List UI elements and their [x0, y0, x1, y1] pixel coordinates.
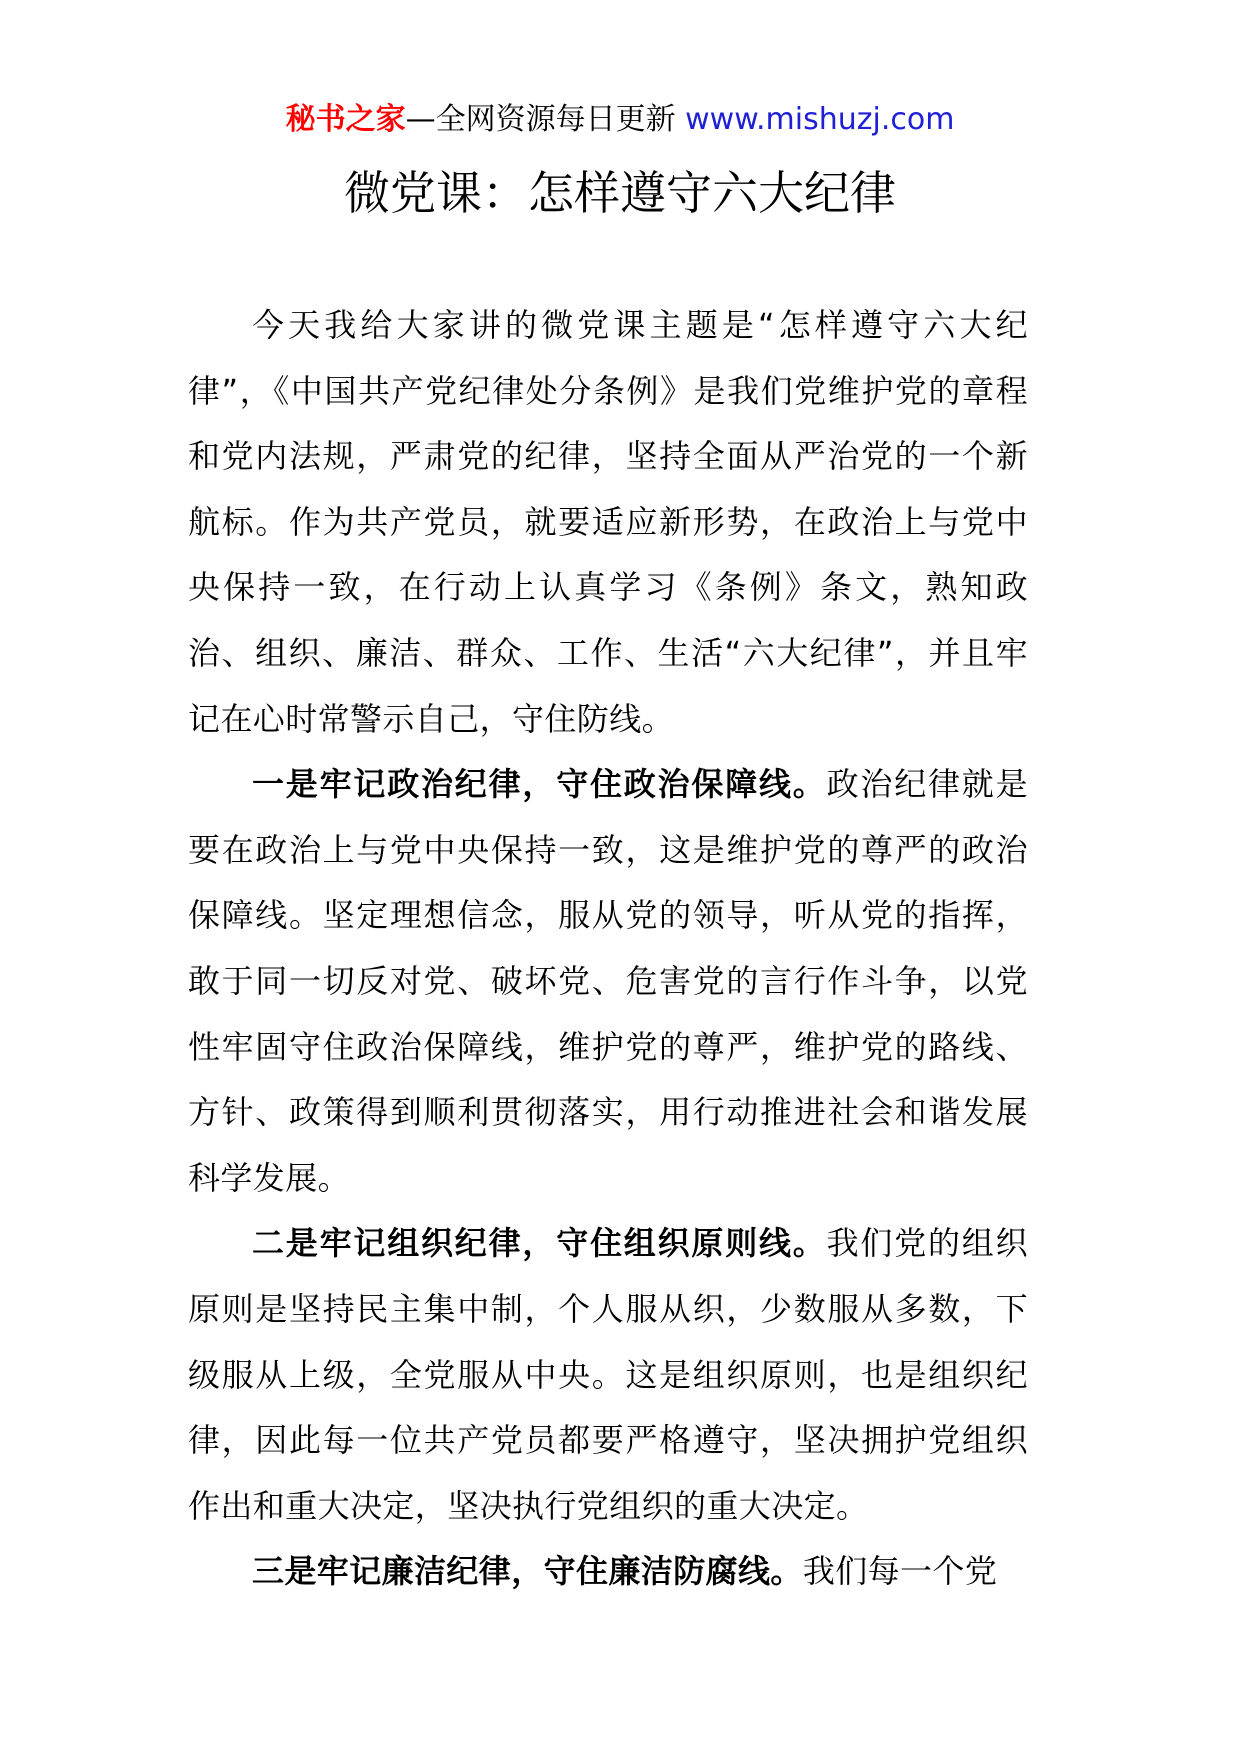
paragraph-organizational-discipline [188, 1211, 1028, 1539]
paragraph-text: 今天我给大家讲的微党课主题是“怎样遵守六大纪律”，《中国共产党纪律处分条例》是我们党维护党的章程和党内法规，严肃党的纪律，坚持全面从严治党的一个新航标。作为共产党员，就要适应新形势，在政治上与党中央保持一致，在行动上认真学习《条例》条文，熟知政治、组织、廉洁、群众、工作、生活“六大纪律”，并且牢记在心时常警示自己，守住防线。 [188, 306, 1028, 738]
document-title: 微党课：怎样遵守六大纪律 [344, 166, 896, 220]
paragraph-lead: 三是牢记廉洁纪律，守住廉洁防腐线。 [252, 1552, 803, 1591]
document-body [188, 293, 1028, 1605]
site-tagline: —全网资源每日更新 [405, 102, 676, 137]
paragraph-text: 我们每一个党 [802, 1552, 998, 1591]
paragraph-lead: 一是牢记政治纪律，守住政治保障线。 [252, 765, 827, 804]
site-brand: 秘书之家 [285, 102, 406, 137]
paragraph-text: 我们党的组织原则是坚持民主集中制，个人服从织，少数服从多数，下级服从上级，全党服从中央。这是组织原则，也是组织纪律，因此每一位共产党员都要严格遵守，坚决拥护党组织作出和重大决定，坚决执行党组织的重大决定。 [188, 1224, 1028, 1525]
paragraph-integrity-discipline [188, 1539, 1028, 1605]
paragraph-lead: 二是牢记组织纪律，守住组织原则线。 [252, 1224, 827, 1263]
paragraph-intro [188, 293, 1028, 752]
paragraph-text: 政治纪律就是要在政治上与党中央保持一致，这是维护党的尊严的政治保障线。坚定理想信念，服从党的领导，听从党的指挥，敢于同一切反对党、破坏党、危害党的言行作斗争，以党性牢固守住政治保障线，维护党的尊严，维护党的路线、方针、政策得到顺利贯彻落实，用行动推进社会和谐发展科学发展。 [188, 765, 1028, 1197]
site-url-link[interactable]: www.mishuzj.com [685, 102, 955, 137]
paragraph-political-discipline [188, 752, 1028, 1211]
site-header [0, 100, 1240, 140]
